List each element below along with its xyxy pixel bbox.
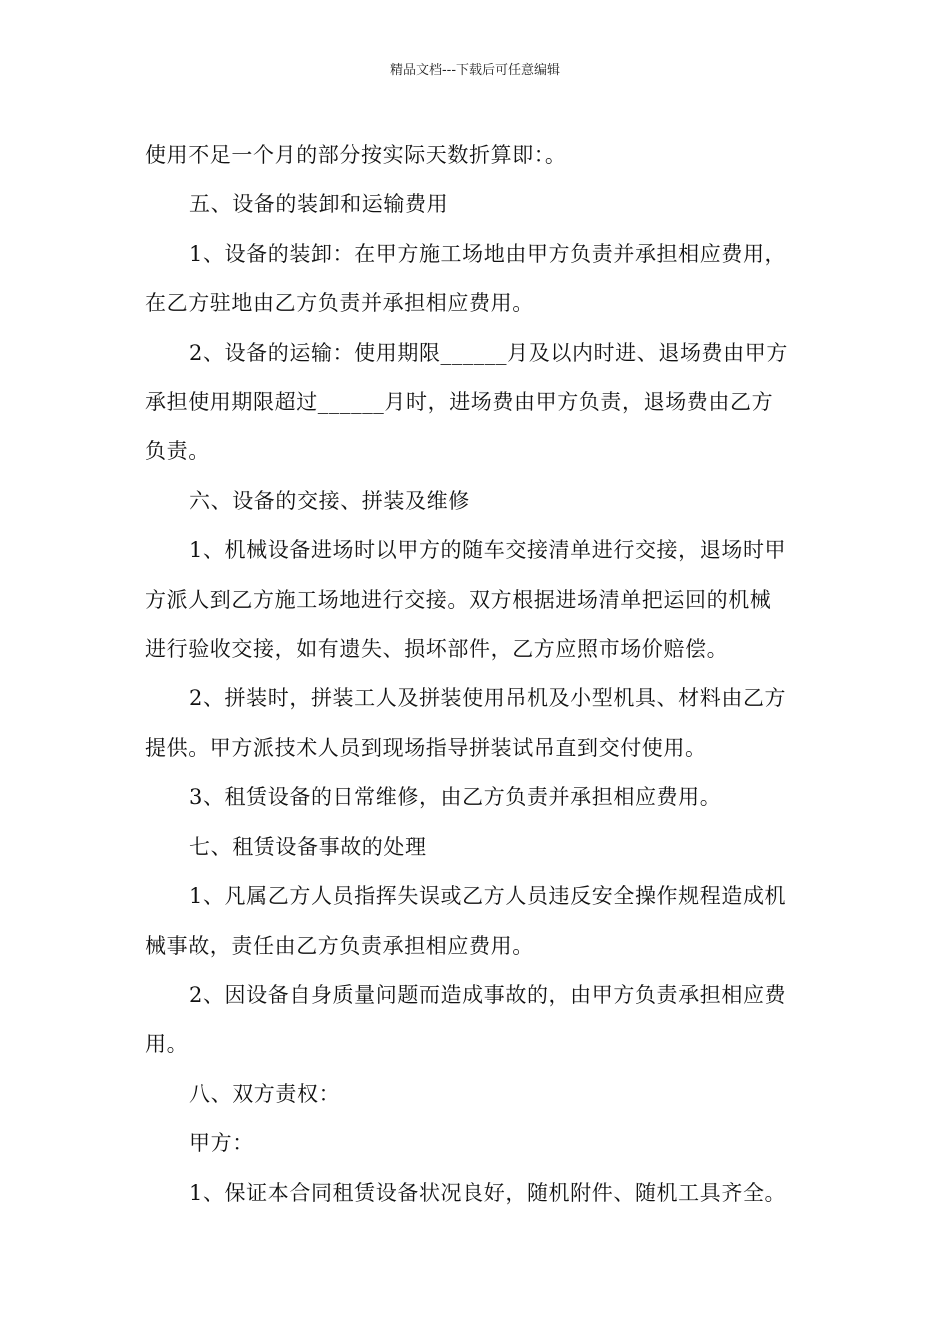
text-line-5: 2、设备的运输：使用期限______月及以内时进、退场费由甲方 (189, 340, 788, 365)
text-line-3: 1、设备的装卸：在甲方施工场地由甲方负责并承担相应费用， (189, 241, 787, 266)
party-a-label: 甲方： (189, 1131, 254, 1156)
section-heading-5: 五、设备的装卸和运输费用 (189, 192, 449, 217)
text-line-12: 2、拼装时，拼装工人及拼装使用吊机及小型机具、材料由乙方 (189, 686, 787, 711)
text-line-6: 承担使用期限超过______月时，进场费由甲方负责，退场费由乙方 (145, 390, 774, 415)
text-line-14: 3、租赁设备的日常维修，由乙方负责并承担相应费用。 (189, 785, 722, 810)
document-body (145, 131, 811, 1218)
text-line-17: 械事故，责任由乙方负责承担相应费用。 (145, 933, 534, 958)
text-line-9: 1、机械设备进场时以甲方的随车交接清单进行交接，退场时甲 (189, 538, 787, 563)
text-line-16: 1、凡属乙方人员指挥失误或乙方人员违反安全操作规程造成机 (189, 884, 787, 909)
text-line-7: 负责。 (145, 439, 210, 464)
section-heading-8: 八、双方责权： (189, 1081, 341, 1106)
section-heading-7: 七、租赁设备事故的处理 (189, 834, 427, 859)
text-line-11: 进行验收交接，如有遗失、损坏部件，乙方应照市场价赔偿。 (145, 637, 729, 662)
text-line-1: 使用不足一个月的部分按实际天数折算即：。 (145, 143, 567, 167)
text-line-22: 1、保证本合同租赁设备状况良好，随机附件、随机工具齐全。 (189, 1180, 787, 1205)
text-line-10: 方派人到乙方施工场地进行交接。双方根据进场清单把运回的机械 (145, 587, 772, 612)
text-line-18: 2、因设备自身质量问题而造成事故的，由甲方负责承担相应费 (189, 982, 787, 1007)
page-header: 精品文档---下载后可任意编辑 (389, 63, 561, 78)
section-heading-6: 六、设备的交接、拼装及维修 (189, 488, 470, 513)
text-line-13: 提供。甲方派技术人员到现场指导拼装试吊直到交付使用。 (145, 735, 707, 760)
text-line-19: 用。 (145, 1032, 189, 1057)
text-line-4: 在乙方驻地由乙方负责并承担相应费用。 (145, 291, 534, 316)
